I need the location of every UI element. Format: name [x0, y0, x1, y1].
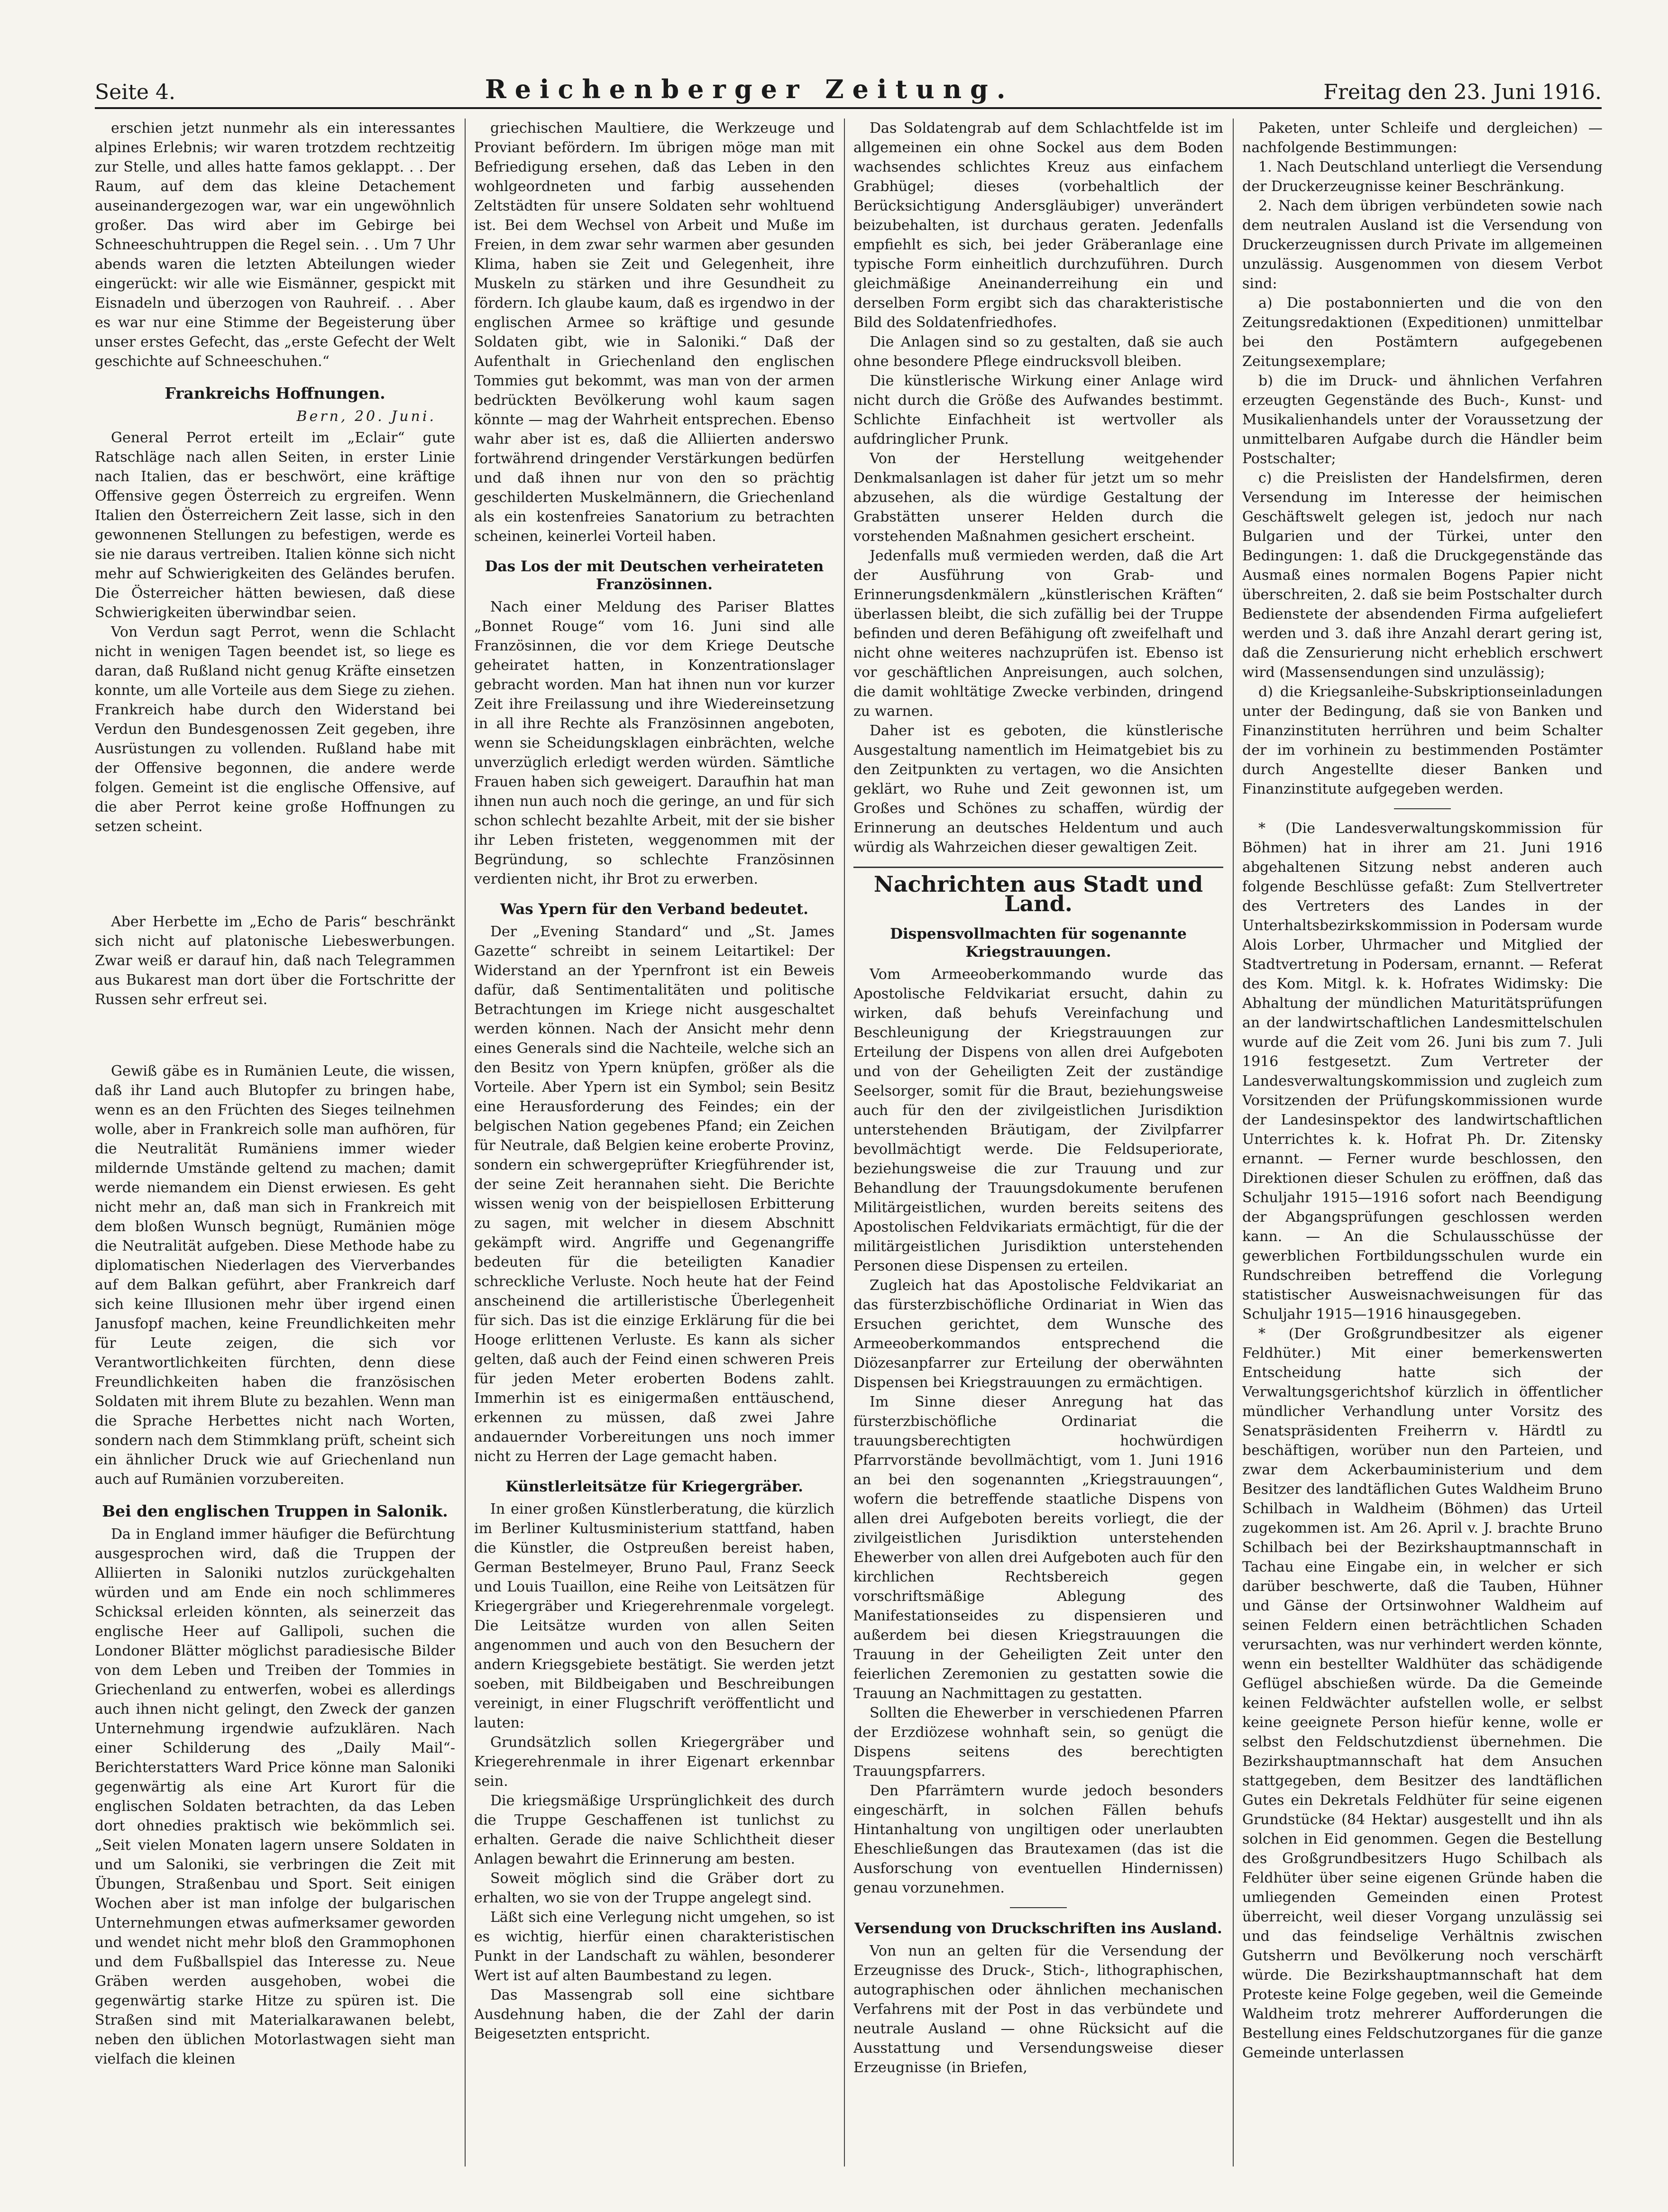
article-heading: Das Los der mit Deutschen verheirateten Französinnen. — [485, 558, 824, 593]
paragraph: Von der Herstellung weitgehender Denkmalsanlagen ist daher für jetzt um so mehr abzusehen, als die würdige Gestaltung der Grabstätten unserer Helden durch die vorstehenden Maßnahmen gesichert erscheint. — [853, 450, 1223, 545]
paragraph: Die kriegsmäßige Ursprünglichkeit des durch die Truppe Geschaffenen ist tunlichst zu erhalten. Gerade die naive Schlichtheit dieser Anlagen bewahrt die Erinnerung am besten. — [474, 1792, 834, 1867]
column-2 — [474, 119, 834, 2166]
paragraph: b) die im Druck- und ähnlichen Verfahren erzeugten Gegenstände des Buch-, Kunst- und Musikalienhandels unter der Voraussetzung der unmittelbaren Aufgabe durch die Händler beim Postschalter; — [1242, 373, 1603, 467]
paragraph: d) die Kriegsanleihe-Subskriptionseinladungen unter der Bedingung, daß sie von Banken und Finanzinstituten herrühren und beim Schalter der im vorhinein zu bestimmenden Postämter durch Angestellte dieser Banken und Finanzinstitute aufgegeben werden. — [1242, 684, 1603, 797]
paragraph: Das Massengrab soll eine sichtbare Ausdehnung haben, die der Zahl der darin Beigesetzten entspricht. — [474, 1987, 834, 2042]
paragraph: Die Anlagen sind so zu gestalten, daß sie auch ohne besondere Pflege eindrucksvoll bleiben. — [853, 334, 1223, 370]
paragraph: Daher ist es geboten, die künstlerische Ausgestaltung namentlich im Heimatgebiet bis zu den Zeitpunkten zu vertagen, wo die Ansichten geklärt, wo Ruhe und Zeit gewonnen ist, um Großes und Schönes zu schaffen, würdig der Erinnerung an deutsches Heldentum und auch würdig als Wahrzeichen dieser gewaltigen Zeit. — [853, 722, 1223, 856]
columns — [95, 119, 1603, 2166]
paragraph: Von Verdun sagt Perrot, wenn die Schlacht nicht in wenigen Tagen beendet ist, so liege es daran, daß Rußland nicht genug Kräfte einsetzen konnte, um alle Vorteile aus dem Siege zu ziehen. Frankreich habe durch den Widerstand bei Verdun den Bundesgenossen Zeit gegeben, ihre Ausrüstungen zu vollenden. Rußland habe mit der Offensive begonnen, die andere werde folgen. Gemeint ist die englische Offensive, auf die aber Perrot keine große Hoffnungen zu setzen scheint. — [95, 624, 455, 835]
blank-space — [95, 836, 455, 912]
column-rule — [1233, 119, 1234, 2166]
paragraph: * (Der Großgrundbesitzer als eigener Feldhüter.) Mit einer bemerkenswerten Entscheidung hatte sich der Verwaltungsgerichtshof kürzlich in öffentlicher mündlicher Verhandlung unter Vorsitz des Senatspräsidenten Freiherrn v. Härdtl zu beschäftigen, worüber nun den Parteien, und zwar dem Ackerbauministerium und dem Besitzer des landtäflichen Gutes Waldheim Bruno Schilbach in Waldheim (Böhmen) das Urteil zugekommen ist. Am 26. April v. J. brachte Bruno Schilbach bei der Bezirkshauptmannschaft in Tachau eine Eingabe ein, in welcher er sich darüber beschwerte, daß die Tauben, Hühner und Gänse der Ortsinwohner Waldheim auf seinen Feldern einen beträchtlichen Schaden verursachten, was nur verhindert werden könnte, wenn ein bestellter Waldhüter das schädigende Geflügel abschießen würde. Da die Gemeinde keinen Feldwächter aufstellen wolle, er selbst keine geeignete Person hiefür kenne, wolle er selbst den Feldschutzdienst übernehmen. Die Bezirkshauptmannschaft hat dem Ansuchen stattgegeben, dem Besitzer des landtäflichen Gutes ein Dekretals Feldhüter für seine eigenen Grundstücke (84 Hektar) ausgestellt und ihn als solchen in Eid genommen. Gegen die Bestellung des Großgrundbesitzers Hugo Schilbach als Feldhüter über seine eigenen Gründe haben die umliegenden Gemeinden einen Protest überreicht, weil dieser Vorgang unzulässig sei und das feindselige Verhältnis zwischen Gutsherrn und Bevölkerung noch verschärft würde. Die Bezirkshauptmannschaft hat dem Proteste keine Folge gegeben, weil die Gemeinde Waldheim trotz mehrerer Aufforderungen die Bestellung eines Feldschutzorganes für die ganze Gemeinde unterlassen — [1242, 1325, 1603, 2061]
paragraph: Gewiß gäbe es in Rumänien Leute, die wissen, daß ihr Land auch Blutopfer zu bringen habe, wenn es an den Früchten des Sieges teilnehmen wolle, aber in Frankreich solle man aufhören, für die Neutralität Rumäniens immer wieder mildernde Umstände geltend zu machen; damit werde niemandem ein Dienst erwiesen. Es geht nicht mehr an, daß man sich in Frankreich mit dem bloßen Wunsch begnügt, Rumänien möge die Neutralität aufgeben. Diese Methode habe zu diplomatischen Niederlagen des Vierverbandes auf dem Balkan geführt, aber Frankreich darf sich keine Illusionen mehr über irgend einen Janusfopf machen, keine Freundlichkeiten mehr für Leute zeigen, die sich vor Verantwortlichkeiten fürchten, denn diese Freundlichkeiten haben die französischen Soldaten mit ihrem Blute zu bezahlen. Wenn man die Sprache Herbettes nicht nach Worten, sondern nach dem Stimmklang prüft, scheint sich ein ähnlicher Druck wie auf Griechenland nun auch auf Rumänien vorzubereiten. — [95, 1063, 455, 1488]
paragraph: griechischen Maultiere, die Werkzeuge und Proviant befördern. Im übrigen möge man mit Befriedigung ersehen, daß das Leben in den wohlgeordneten und farbig aussehenden Zeltstädten für unsere Soldaten sehr wohltuend ist. Bei dem Wechsel von Arbeit und Muße im Freien, in dem zwar sehr warmen aber gesunden Klima, haben sie Zeit und Gelegenheit, ihre Muskeln zu stärken und ihre Gesundheit zu fördern. Ich glaube kaum, daß es irgendwo in der englischen Armee so kräftige und gesunde Soldaten gibt, wie in Saloniki.“ Daß der Aufenthalt in Griechenland den englischen Tommies gut bekommt, was man von der armen bedrückten Bevölkerung wohl kaum sagen könnte — mag der Wahrheit entsprechen. Ebenso wahr aber ist es, daß die Alliierten anderswo fortwährend dringender Verstärkungen bedürfen und daß ihnen nur von den so prächtig geschilderten Muskelmännern, die Griechenland als ein kostenfreies Sanatorium zu betrachten scheinen, keinerlei Vorteil haben. — [474, 120, 834, 545]
column-3 — [853, 119, 1223, 2166]
paragraph: Im Sinne dieser Anregung hat das fürsterzbischöfliche Ordinariat die trauungsberechtigten hochwürdigen Pfarrvorstände bevollmächtigt, vom 1. Juni 1916 an bei den sogenannten „Kriegstrauungen“, wofern die betreffende staatliche Dispens von allen drei Aufgeboten bereits vorliegt, die der zivilgeistlichen Jurisdiktion unterstehenden Ehewerber von allen drei Aufgeboten auch für den kirchlichen Rechtsbereich gegen vorschriftsmäßige Ablegung des Manifestationseides zu dispensieren und außerdem bei diesen Kriegstrauungen die Trauung in der Geheiligten Zeit unter den feierlichen Zeremonien zu gestatten sowie die Trauung an Nachmittagen zu gestatten. — [853, 1394, 1223, 1702]
paragraph: Paketen, unter Schleife und dergleichen) — nachfolgende Bestimmungen: — [1242, 120, 1603, 156]
paragraph: Zugleich hat das Apostolische Feldvikariat an das fürsterzbischöfliche Ordinariat in Wien das Ersuchen gerichtet, dem Wunsche des Armeeoberkommandos entsprechend die Diözesanpfarrer zur Erteilung der oberwähnten Dispensen bei Kriegstrauungen zu ermächtigen. — [853, 1277, 1223, 1391]
paragraph: Sollten die Ehewerber in verschiedenen Pfarren der Erzdiözese wohnhaft sein, so genügt die Dispens seitens des berechtigten Trauungspfarrers. — [853, 1705, 1223, 1780]
paragraph: Von nun an gelten für die Versendung der Erzeugnisse des Druck-, Stich-, lithographischen, autographischen oder ähnlichen mechanischen Verfahrens mit der Post in das verbündete und neutrale Ausland — ohne Rücksicht auf die Ausstattung und Versendungsweise dieser Erzeugnisse (in Briefen, — [853, 1943, 1223, 2076]
paragraph: Jedenfalls muß vermieden werden, daß die Art der Ausführung von Grab- und Erinnerungsdenkmälern „künstlerischen Kräften“ überlassen bleibt, die sich zufällig bei der Truppe befinden und deren Befähigung oft zweifelhaft und nicht ohne weiteres nachzuprüfen ist. Ebenso ist vor geschäftlichen Anpreisungen, auch solchen, die damit wohltätige Zwecke verbinden, dringend zu warnen. — [853, 548, 1223, 720]
paragraph: General Perrot erteilt im „Eclair“ gute Ratschläge nach allen Seiten, in erster Linie nach Italien, das er beschwört, eine kräftige Offensive gegen Österreich zu ergreifen. Wenn Italien den Österreichern Zeit lasse, sich in den gewonnenen Stellungen zu befestigen, werde es sie nie daraus vertreiben. Italien könne sich nicht mehr auf Schwierigkeiten des Geländes berufen. Die Österreicher hätten bewiesen, daß diese Schwierigkeiten überwindbar seien. — [95, 430, 455, 621]
column-4 — [1242, 119, 1603, 2166]
article-heading: Was Ypern für den Verband bedeutet. — [500, 901, 808, 918]
section-heading: Nachrichten aus Stadt und Land. — [853, 867, 1223, 914]
column-rule — [465, 119, 466, 2166]
column-rule — [844, 119, 845, 2166]
article-heading: Versendung von Druckschriften ins Ausland. — [854, 1920, 1222, 1937]
article-heading: Dispensvollmachten für sogenannte Kriegstrauungen. — [890, 925, 1187, 960]
paragraph: Soweit möglich sind die Gräber dort zu erhalten, wo sie von der Truppe angelegt sind. — [474, 1870, 834, 1906]
paragraph: Der „Evening Standard“ und „St. James Gazette“ schreibt in seinem Leitartikel: Der Widerstand an der Ypernfront ist ein Beweis dafür, daß Sentimentalitäten und politische Betrachtungen im Kriege nicht ausgeschaltet werden können. Nach der Ansicht mehr denn eines Generals sind die Nachteile, welche sich an den Besitz von Ypern knüpfen, größer als die Vorteile. Aber Ypern ist ein Symbol; sein Besitz eine Herausforderung des Feindes; ein der belgischen Nation gegebenes Pfand; ein Zeichen für Neutrale, daß Belgien keine eroberte Provinz, sondern ein schwergeprüfter Kriegführender ist, der seine Zeit herannahen sieht. Die Berichte wissen wenig von der beispiellosen Erbitterung zu sagen, mit welcher in diesem Abschnitt gekämpft wird. Angriffe und Gegenangriffe bedeuten für die beteiligten Kanadier schreckliche Verluste. Noch heute hat der Feind anscheinend die artilleristische Überlegenheit für sich. Das ist die einzige Erklärung für die bei Hooge erlittenen Verluste. Es kann als sicher gelten, daß auch der Feind einen schweren Preis für jeden Meter eroberten Bodens zahlt. Immerhin ist es einigermaßen enttäuschend, erkennen zu müssen, daß zwei Jahre andauernder Vorbereitungen uns noch immer nicht zu Herren der Lage gemacht haben. — [474, 923, 834, 1465]
paragraph: Das Soldatengrab auf dem Schlachtfelde ist im allgemeinen ein ohne Sockel aus dem Boden wachsendes schlichtes Kreuz aus einfachem Grabhügel; dieses (vorbehaltlich der Berücksichtigung Andersgläubiger) unverändert beizubehalten, ist durchaus geraten. Jedenfalls empfiehlt es sich, bei jeder Gräberanlage eine typische Form einheitlich durchzuführen. Durch gleichmäßige Aneinanderreihung ein und derselben Form ergibt sich das charakteristische Bild des Soldatenfriedhofes. — [853, 120, 1223, 331]
paragraph: In einer großen Künstlerberatung, die kürzlich im Berliner Kultusministerium stattfand, haben die Künstler, die Ostpreußen bereist haben, German Bestelmeyer, Bruno Paul, Franz Seeck und Louis Tuaillon, eine Reihe von Leitsätzen für Kriegergräber und Kriegerehrenmale vorgelegt. Die Leitsätze wurden von allen Seiten angenommen und auch von den Besuchern der andern Kriegsgebiete bestätigt. Sie werden jetzt soeben, mit Bildbeigaben und Beschreibungen vereinigt, in einer Flugschrift veröffentlicht und lauten: — [474, 1501, 834, 1731]
paragraph: Vom Armeeoberkommando wurde das Apostolische Feldvikariat ersucht, dahin zu wirken, daß behufs Vereinfachung und Beschleunigung der Kriegstrauungen zur Erteilung der Dispens von allen drei Aufgeboten und von der Geheiligten Zeit der zuständige Seelsorger, somit für die Braut, beziehungsweise auch für den der zivilgeistlichen Jurisdiktion unterstehenden Bräutigam, der Zivilpfarrer bevollmächtigt werde. Die Feldsuperiorate, beziehungsweise die zur Trauung und zur Behandlung der Trauungsdokumente berufenen Militärgeistlichen, wurden bereits seitens des Apostolischen Feldvikariats ermächtigt, für die der militärgeistlichen Jurisdiktion unterstehenden Personen diese Dispensen zu erteilen. — [853, 966, 1223, 1274]
article-heading: Bei den englischen Truppen in Salonik. — [102, 1502, 448, 1520]
blank-space — [95, 1009, 455, 1061]
issue-date: Freitag den 23. Juni 1916. — [1323, 80, 1602, 104]
article-heading: Frankreichs Hoffnungen. — [165, 384, 385, 402]
separator — [1394, 808, 1451, 809]
paragraph: Nach einer Meldung des Pariser Blattes „Bonnet Rouge“ vom 16. Juni sind alle Französinnen, die vor dem Kriege Deutsche geheiratet hatten, in Konzentrationslager gebracht worden. Man hat ihnen nun vor kurzer Zeit ihre Freilassung und ihre Wiedereinsetzung in all ihre Rechte als Französinnen angeboten, wenn sie Scheidungsklagen einbrächten, welche unverzüglich erledigt werden würden. Sämtliche Frauen haben sich geweigert. Daraufhin hat man ihnen nun auch noch die geringe, an und für sich schon schlecht bezahlte Arbeit, mit der sie bisher ihr Leben fristeten, weggenommen mit der Begründung, so schlechte Französinnen verdienten nicht, ihr Brot zu erwerben. — [474, 599, 834, 887]
masthead: Reichenberger Zeitung. — [485, 74, 1014, 104]
paragraph: * (Die Landesverwaltungskommission für Böhmen) hat in ihrer am 21. Juni 1916 abgehaltenen Sitzung nebst anderen auch folgende Beschlüsse gefaßt: Zum Stellvertreter des Vertreters des Landes in der Unterhaltsbezirkskommission in Podersam wurde Alois Lorber, Uhrmacher und Mitglied der Stadtvertretung in Podersam, ernannt. — Referat des Kom. Mitgl. k. k. Hofrates Widimsky: Die Abhaltung der mündlichen Maturitätsprüfungen an der landwirtschaftlichen Landesmittelschulen wurde auf die Zeit vom 26. Juni bis zum 7. Juli 1916 festgesetzt. Zum Vertreter der Landesverwaltungskommission und zugleich zum Vorsitzenden der Prüfungskommissionen wurde der Landesinspektor des landwirtschaftlichen Unterrichtes k. k. Hofrat Ph. Dr. Zitensky ernannt. — Ferner wurde beschlossen, den Direktionen dieser Schulen zu eröffnen, daß das Schuljahr 1915—1916 sofort nach Beendigung der Abgangsprüfungen geschlossen werden kann. — An die Schulausschüsse der gewerblichen Fortbildungsschulen wurde ein Rundschreiben betreffend die Vorlegung statistischer Ausweisnachweisungen für das Schuljahr 1915—1916 hinausgegeben. — [1242, 820, 1603, 1323]
page-number: Seite 4. — [95, 80, 175, 104]
paragraph: a) Die postabonnierten und die von den Zeitungsredaktionen (Expeditionen) unmittelbar bei den Postämtern aufgegebenen Zeitungsexemplare; — [1242, 295, 1603, 370]
paragraph: Die künstlerische Wirkung einer Anlage wird nicht durch die Größe des Aufwandes bestimmt. Schlichte Einfachheit ist wertvoller als aufdringlicher Prunk. — [853, 373, 1223, 448]
paragraph: Aber Herbette im „Echo de Paris“ beschränkt sich nicht auf platonische Liebeswerbungen. Zwar weiß er darauf hin, daß nach Telegrammen aus Bukarest man dort über die Fortschritte der Russen sehr erfreut sei. — [95, 914, 455, 1008]
paragraph: 1. Nach Deutschland unterliegt die Versendung der Druckerzeugnisse keiner Beschränkung. — [1242, 159, 1603, 195]
article-heading: Künstlerleitsätze für Kriegergräber. — [505, 1478, 803, 1495]
paragraph: erschien jetzt nunmehr als ein interessantes alpines Erlebnis; wir waren trotzdem rechtzeitig zur Stelle, und alles hatte famos geklappt. . . Der Raum, auf dem das kleine Detachement auseinandergezogen war, war ein ungewöhnlich großer. Das wird aber im Gebirge bei Schneeschuhtruppen die Regel sein. . . Um 7 Uhr abends waren die letzten Abteilungen wieder eingerückt: wir alle wie Eismänner, gespickt mit Eisnadeln und überzogen von Rauhreif. . . Aber es war nur eine Stimme der Begeisterung über unser erstes Gefecht, das „erste Gefecht der Welt geschichte auf Schneeschuhen.“ — [95, 120, 455, 370]
separator — [1010, 1907, 1067, 1908]
paragraph: Grundsätzlich sollen Kriegergräber und Kriegerehrenmale in ihrer Eigenart erkennbar sein. — [474, 1734, 834, 1790]
paragraph: 2. Nach dem übrigen verbündeten sowie nach dem neutralen Ausland ist die Versendung von Druckerzeugnissen durch Private im allgemeinen unzulässig. Ausgenommen von diesem Verbot sind: — [1242, 198, 1603, 292]
page-header — [95, 71, 1602, 109]
paragraph: Läßt sich eine Verlegung nicht umgehen, so ist es wichtig, hierfür einen charakteristischen Punkt in der Landschaft zu wählen, besonderer Wert ist auf alten Baumbestand zu legen. — [474, 1909, 834, 1984]
column-1 — [95, 119, 455, 2166]
paragraph: c) die Preislisten der Handelsfirmen, deren Versendung im Interesse der heimischen Geschäftswelt gelegen ist, jedoch nur nach Bulgarien und der Türkei, unter den Bedingungen: 1. daß die Druckgegenstände das Ausmaß eines normalen Bogens Papier nicht überschreiten, 2. daß sie beim Postschalter durch Bedienstete der absendenden Firma aufgeliefert werden und 3. daß ihre Anzahl derart gering ist, daß die Zensurierung nicht erheblich erschwert wird (Massensendungen sind unzulässig); — [1242, 470, 1603, 681]
paragraph: Den Pfarrämtern wurde jedoch besonders eingeschärft, in solchen Fällen behufs Hintanhaltung von ungiltigen oder unerlaubten Eheschließungen das Brautexamen (das ist die Ausforschung von eventuellen Hindernissen) genau vorzunehmen. — [853, 1782, 1223, 1896]
paragraph: Da in England immer häufiger die Befürchtung ausgesprochen wird, daß die Truppen der Alliierten in Saloniki nutzlos zurückgehalten würden und am Ende ein noch schlimmeres Schicksal erleiden könnten, als seinerzeit das englische Heer auf Gallipoli, suchen die Londoner Blätter möglichst paradiesische Bilder von dem Leben und Treiben der Tommies in Griechenland zu entwerfen, wobei es allerdings auch ihnen nicht gelingt, den Zweck der ganzen Unternehmung irgendwie aufzuklären. Nach einer Schilderung des „Daily Mail“-Berichterstatters Ward Price könne man Saloniki gegenwärtig als eine Art Kurort für die englischen Soldaten betrachten, da das Leben dort ohnedies praktisch wie bekömmlich sei. „Seit vielen Monaten lagern unsere Soldaten in und um Saloniki, sie verbringen die Zeit mit Übungen, Straßenbau und Sport. Seit einigen Wochen aber ist man infolge der bulgarischen Unternehmungen etwas aufmerksamer geworden und wendet nicht mehr bloß den Grammophonen und dem Fußballspiel das Interesse zu. Neue Gräben werden ausgehoben, wobei die gegenwärtig starke Hitze zu spüren ist. Die Straßen sind mit Materialkarawanen belebt, neben den üblichen Motorlastwagen sieht man vielfach die kleinen — [95, 1526, 455, 2067]
dateline: Bern, 20. Juni. — [296, 408, 436, 425]
